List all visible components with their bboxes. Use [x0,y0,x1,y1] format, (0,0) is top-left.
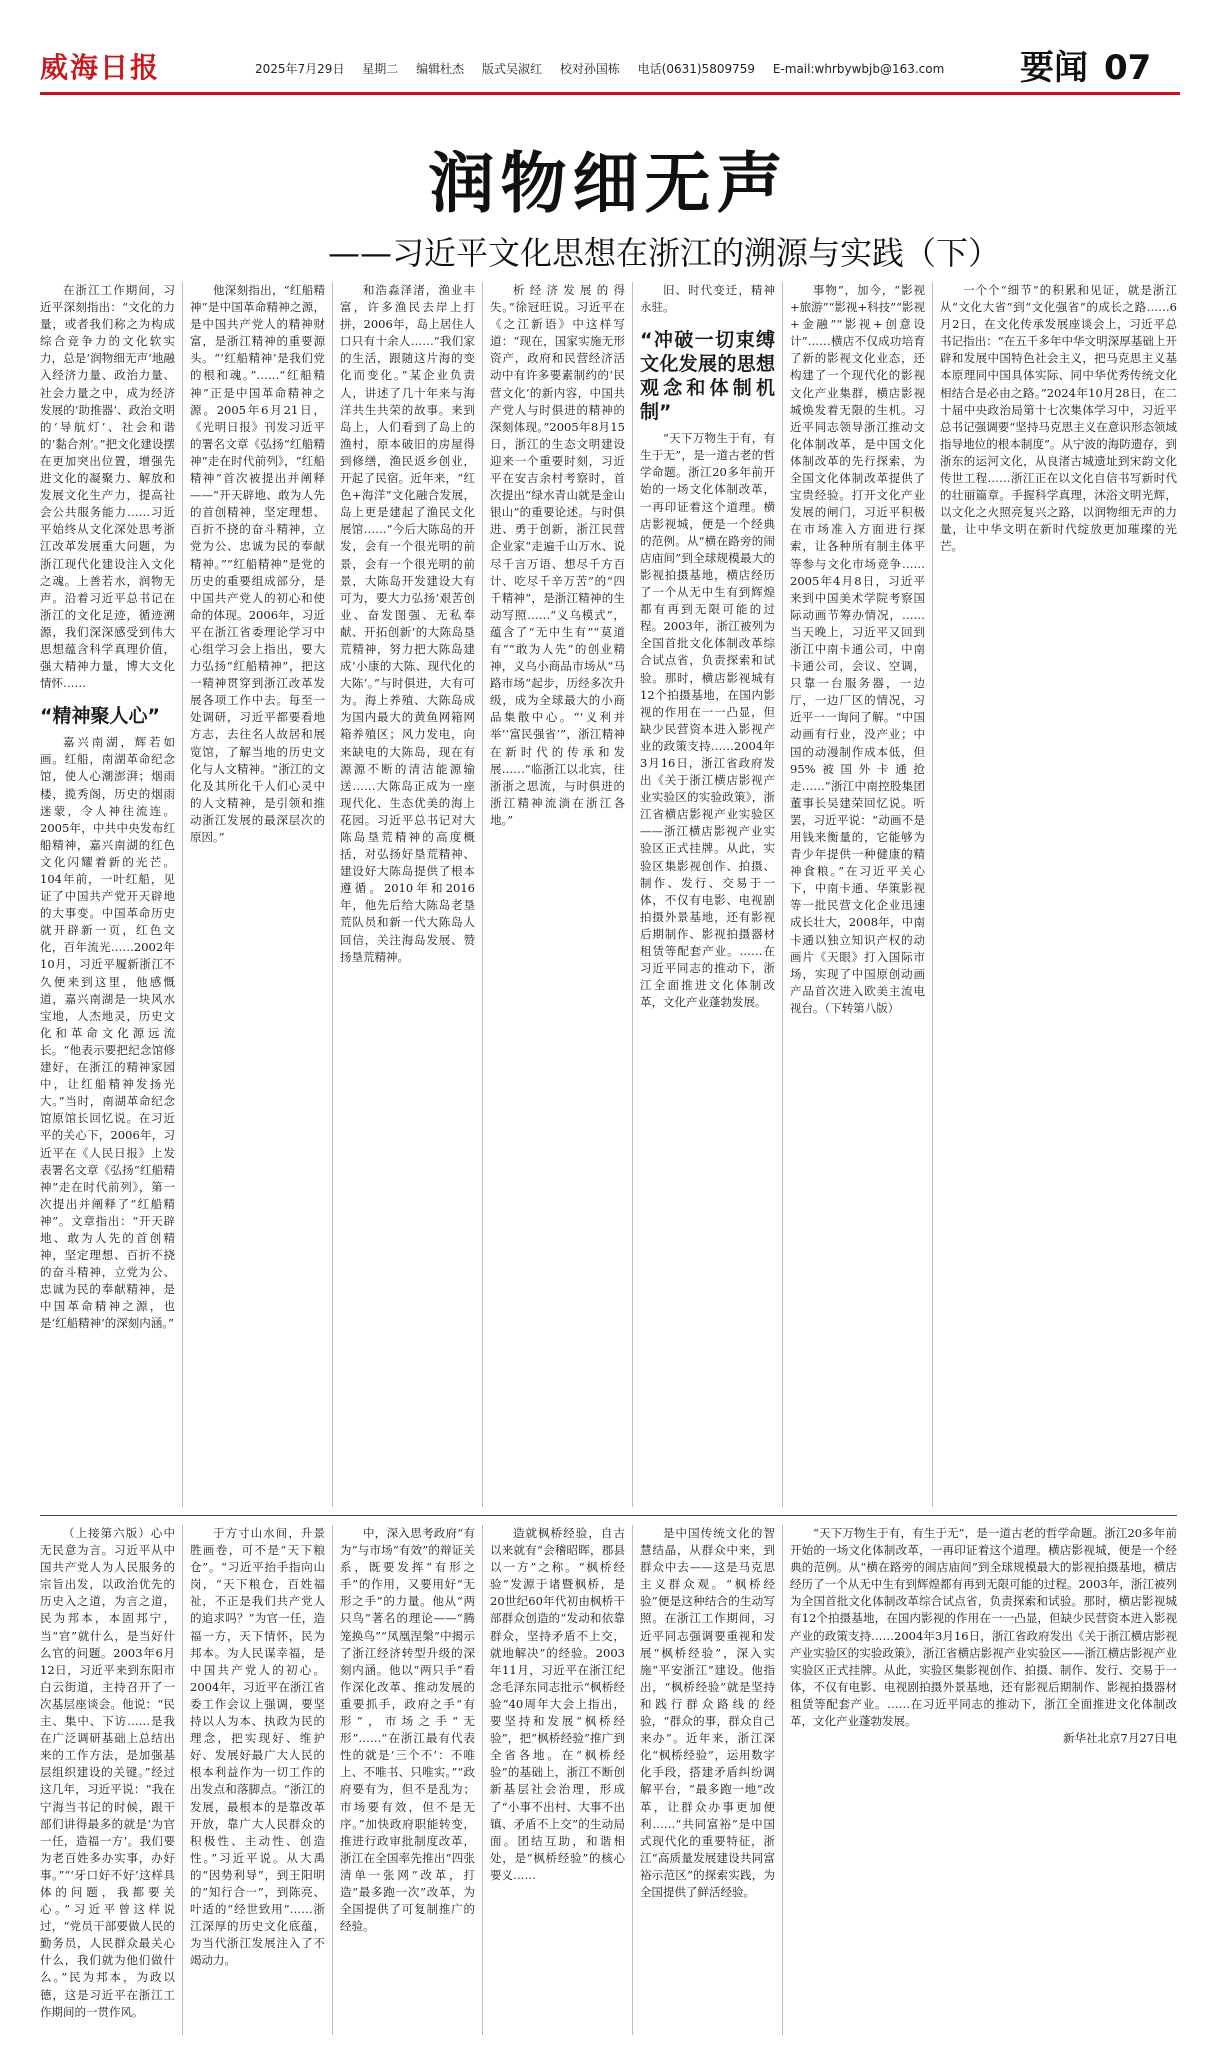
article-subheadline: ——习近平文化思想在浙江的溯源与实践（下） [327,234,1000,272]
column-text: 和浩淼泽渚，渔业丰富，许多渔民去岸上打拼，2006年，岛上居住人口只有十余人……“我们家的生活，跟随这片海的变化而变化。”某企业负责人，讲述了几十年来与海洋共生共荣的故事。来到岛上，人们看到了岛上的渔村，原本破旧的房屋得到修缮，渔民返乡创业，开起了民宿。近年来，“红色+海洋”文化融合发展，岛上更是建起了渔民文化展馆……“今后大陈岛的开发，会有一个很光明的前景，会有一个很光明的前景，大陈岛开发建设大有可为，要大力弘扬‘艰苦创业、奋发图强、无私奉献、开拓创新’的大陈岛垦荒精神，努力把大陈岛建成‘小康的大陈、现代化的大陈’。”与时俱进，大有可为。海上养殖、大陈岛成为国内最大的黄鱼网箱网箱养殖区；风力发电，向来缺电的大陈岛，现在有源源不断的清洁能源输送……大陈岛正成为一座现代化、生态优美的海上花园。习近平总书记对大陈岛垦荒精神的高度概括，对弘扬好垦荒精神、建设好大陈岛提供了根本遵循。2010年和2016年，他先后给大陈岛老垦荒队员和新一代大陈岛人回信，关注海岛发展、赞扬垦荒精神。 [340,283,475,964]
news-agency-credit: 新华社北京7月27日电 [1063,1731,1177,1746]
column-text: “天下万物生于有，有生于无”，是一道古老的哲学命题。浙江20多年前开始的一场文化体制改革，一再印证着这个道理。横店影视城，便是一个经典的范例。从“横在路旁的闹店庙间”到全球规模最大的影视拍摄基地，横店经历了一个从无中生有到辉煌都有再到无限可能的过程。2003年，浙江被列为全国首批文化体制改革综合试点省，负责探索和试验。那时，横店影视城有12个拍摄基地，在国内影视的作用在一一凸显，但缺少民营资本进入影视产业的政策支持……2004年3月16日，浙江省政府发出《关于浙江横店影视产业实验区的实验政策》，浙江省横店影视产业实验区——浙江横店影视产业实验区正式挂牌。从此，实验区集影视创作、拍摄、制作、发行、交易于一体，不仅有电影、电视剧拍摄外景基地，还有影视后期制作、影视拍摄器材租赁等配套产业。……在习近平同志的推动下，浙江全面推进文化体制改革，文化产业蓬勃发展。 [640,431,775,1010]
section-separator [40,1515,1177,1516]
proofreader-credit: 校对孙国栋 [559,62,620,76]
editor-credit: 编辑杜杰 [416,62,465,76]
column-divider [332,282,333,1507]
article-column-10 [340,1525,475,2035]
article-column-6 [640,282,775,1507]
column-text: “天下万物生于有，有生于无”，是一道古老的哲学命题。浙江20多年前开始的一场文化体制改革，一再印证着这个道理。横店影视城，便是一个经典的范例。从“横在路旁的闹店庙间”到全球规模最大的影视拍摄基地，横店经历了一个从无中生有到辉煌都有再到无限可能的过程。2003年，浙江被列为全国首批文化体制改革综合试点省，负责探索和试验。那时，横店影视城有12个拍摄基地，在国内影视的作用在一一凸显，但缺少民营资本进入影视产业的政策支持……2004年3月16日，浙江省政府发出《关于浙江横店影视产业实验区的实验政策》，浙江省横店影视产业实验区——浙江横店影视产业实验区正式挂牌。从此，实验区集影视创作、拍摄、制作、发行、交易于一体，不仅有电影、电视剧拍摄外景基地，还有影视后期制作、影视拍摄器材租赁等配套产业。……在习近平同志的推动下，浙江全面推进文化体制改革，文化产业蓬勃发展。 [790,1526,1177,1729]
column-divider [332,1525,333,2035]
issue-weekday: 星期二 [362,62,399,76]
column-divider [632,282,633,1507]
column-divider [482,1525,483,2035]
article-column-13 [790,1525,1177,2035]
column-text: 在浙江工作期间，习近平深刻指出：“文化的力量，或者我们称之为构成综合竞争力的文化软实力，总是‘润物细无声’地融入经济力量、政治力量、社会力量之中，成为经济发展的‘助推器’、政治文明的‘导航灯’、社会和谐的‘黏合剂’。”把文化建设摆在更加突出位置，增强先进文化的凝聚力、解放和发展文化生产力，提高社会公共服务能力……习近平始终从文化深处思考浙江改革发展重大问题，为浙江现代化建设注入文化之魂。上善若水，润物无声。沿着习近平总书记在浙江的文化足迹，循迹溯源，我们深深感受到伟大思想蕴含科学真理价值，强大精神力量，博大文化情怀…… [40,283,175,691]
column-text: 旧、时代变迁，精神永驻。 [640,283,775,315]
column-divider [182,282,183,1507]
column-text: （上接第六版）心中无民意为言。习近平从中国共产党人为人民服务的宗旨出发，以政治优先的历史入之道，为言之道，民为邦本，本固邦宁，当“官”就什么，是当好什么官的问题。2003年6月12日，习近平来到东阳市白云街道，主持召开了一次基层座谈会。他说：“民主、集中、下访……是我在广泛调研基础上总结出来的工作方法，是加强基层组织建设的关键。”经过这几年，习近平说：“我在宁海当书记的时候，跟干部们讲得最多的就是‘为官一任，造福一方’。我们要为老百姓多办实事，办好事。”“‘牙口好不好’这样具体的问题，我都要关心。”习近平曾这样说过，“党员干部要做人民的勤务员，人民群众最关心什么，我们就为他们做什么。”民为邦本，为政以德，这是习近平在浙江工作期间的一贯作风。 [40,1526,175,2019]
article-column-5 [490,282,625,1507]
article-column-4 [340,282,475,1507]
article-column-7 [790,282,925,1507]
article-column-1 [40,282,175,1507]
column-divider [932,282,933,1507]
column-text: 中，深入思考政府“有为”与市场“有效”的辩证关系，既要发挥“有形之手”的作用，又要用好“无形之手”的力量。他从“两只鸟”著名的理论——“腾笼换鸟”“凤凰涅槃”中揭示了浙江经济转型升级的深刻内涵。他以“两只手”看作深化改革、推动发展的重要抓手，政府之手“有形”，市场之手“无形”……“在浙江最有代表性的就是‘三个不’：不唯上、不唯书、只唯实。”“政府要有为，但不是乱为；市场要有效，但不是无序。”加快政府职能转变，推进行政审批制度改革，浙江在全国率先推出“四张清单一张网”改革，打造“最多跑一次”改革，为全国提供了可复制推广的经验。 [340,1526,475,1934]
column-divider [782,1525,783,2035]
section-header [1020,40,1151,89]
page-number: 07 [1104,48,1152,88]
column-text: 他深刻指出，“红船精神”是中国革命精神之源，是中国共产党人的精神财富，是浙江精神的重要源头。“‘红船精神’是我们党的根和魂。”……“红船精神”正是中国革命精神之源。2005年6月21日，《光明日报》刊发习近平的署名文章《弘扬“红船精神”走在时代前列》，“红船精神”首次被提出并阐释——“开天辟地、敢为人先的首创精神，坚定理想、百折不挠的奋斗精神，立党为公、忠诚为民的奉献精神。”“红船精神”是党的历史的重要组成部分，是中国共产党人的初心和使命的体现。2006年，习近平在浙江省委理论学习中心组学习会上指出，要大力弘扬“红船精神”，把这一精神贯穿到浙江改革发展各项工作中去。每至一处调研，习近平都要看地方志，去往名人故居和展览馆，了解当地的历史文化与人文精神。“浙江的文化及其所化千人们心灵中的人文精神，是引领和推动浙江发展的最深层次的原因。” [190,283,325,844]
column-divider [632,1525,633,2035]
column-text: 造就枫桥经验，自古以来就有“会稽昭晖，郡县以一方”之称。“枫桥经验”发源于诸暨枫桥，是20世纪60年代初由枫桥干部群众创造的“发动和依靠群众，坚持矛盾不上交，就地解决”的经验。2003年11月，习近平在浙江纪念毛泽东同志批示“枫桥经验”40周年大会上指出，要坚持和发展“枫桥经验”，把“枫桥经验”推广到全省各地。在“枫桥经验”的基础上，浙江不断创新基层社会治理，形成了“小事不出村、大事不出镇、矛盾不上交”的生动局面。团结互助，和谐相处，是“枫桥经验”的核心要义…… [490,1526,625,1882]
article-column-3 [190,282,325,1507]
column-text: 于方寸山水间，升景胜画卷，可不是“天下粮仓”。“习近平抬手指向山岗，“天下粮仓，百姓福祉，不正是我们共产党人的追求吗？”为官一任，造福一方，天下情怀，民为邦本。为人民谋幸福，是中国共产党人的初心。2004年，习近平在浙江省委工作会议上强调，要坚持以人为本、执政为民的理念，把实现好、维护好、发展好最广大人民的根本利益作为一切工作的出发点和落脚点。“浙江的发展，最根本的是靠改革开放，靠广大人民群众的积极性、主动性、创造性。”习近平说。从大禹的“因势利导”，到王阳明的“知行合一”，到陈亮、叶适的“经世致用”……浙江深厚的历史文化底蕴，为当代浙江发展注入了不竭动力。 [190,1526,325,1968]
article-column-11 [490,1525,625,2035]
column-text: 一个个“细节”的积累和见证，就是浙江从“文化大省”到“文化强省”的成长之路……6月2日，在文化传承发展座谈会上，习近平总书记指出：“在五千多年中华文明深厚基础上开辟和发展中国特色社会主义，把马克思主义基本原理同中国具体实际、同中华优秀传统文化相结合是必由之路。”2024年10月28日，在二十届中央政治局第十七次集体学习中，习近平总书记强调要“坚持马克思主义在意识形态领域指导地位的根本制度”。从宁波的海防遗存，到浙东的运河文化，从良渚古城遗址到宋韵文化传世工程……浙江正在以文化自信书写新时代的壮丽篇章。手握科学真理，沐浴文明光辉，以文化之火照亮复兴之路，以润物细无声的力量，让中华文明在新时代绽放更加璀璨的光芒。 [940,283,1177,554]
column-divider [482,282,483,1507]
column-text: 是中国传统文化的智慧结晶，从群众中来，到群众中去——这是马克思主义群众观。“枫桥经验”便是这种结合的生动写照。在浙江工作期间，习近平同志强调要重视和发展“枫桥经验”，深入实施“平安浙江”建设。他指出，“枫桥经验”就是坚持和践行群众路线的经验，“群众的事，群众自己来办”。近年来，浙江深化“枫桥经验”，运用数字化手段，搭建矛盾纠纷调解平台，“最多跑一地”改革，让群众办事更加便利……“共同富裕”是中国式现代化的重要特征，浙江“高质量发展建设共同富裕示范区”的探索实践，为全国提供了鲜活经验。 [640,1526,775,1899]
email-address: E-mail:whrbywbjb@163.com [772,62,945,76]
column-divider [182,1525,183,2035]
newspaper-logo: 威海日报 [40,51,161,84]
designer-credit: 版式吴淑红 [481,62,542,76]
masthead [0,0,1217,110]
column-text: 事物”，加今，“影视+旅游”“影视+科技”“影视+金融”“影视+创意设计”……横店不仅成功培育了新的影视文化业态，还构建了一个现代化的影视文化产业集群，横店影视城焕发着无限的生机。习近平同志领导浙江推动文化体制改革，是中国文化体制改革的先行探索，为全国文化体制改革提供了宝贵经验。打开文化产业发展的闸门，习近平积极在市场准入方面进行探索，让各种所有制主体平等参与文化市场竞争……2005年4月8日，习近平来到中国美术学院考察国际动画节筹办情况，……当天晚上，习近平又回到浙江中南卡通公司，中南卡通公司，会议、空调，只靠一台服务器，一边厅，一边厂区的情况，习近平一一询问了解。“中国动画有行业，没产业；中国的动漫制作成本低，但95%被国外卡通抢走……”浙江中南控股集团董事长吴建荣回忆说。听罢，习近平说：“动画不是用钱来衡量的，它能够为青少年提供一种健康的精神食粮。”在习近平关心下，中南卡通、华策影视等一批民营文化企业迅速成长壮大，2008年，中南卡通以独立知识产权的动画片《天眼》打入国际市场，实现了中国原创动画产品首次进入欧美主流电视台。（下转第八版） [790,283,925,1015]
column-text: 析经济发展的得失。”徐冠旺说。习近平在《之江新语》中这样写道：“现在，国家实施无形资产，政府和民营经济活动中有许多要素制约的‘民营文化’的新内容，中国共产党人与时俱进的精神的深刻体现。”2005年8月15日，浙江的生态文明建设迎来一个重要时刻，习近平在安吉余村考察时，首次提出“绿水青山就是金山银山”的重要论述。与时俱进、勇于创新，浙江民营企业家“走遍千山万水、说尽千言万语、想尽千方百计、吃尽千辛万苦”的“四千精神”，是浙江精神的生动写照……“义乌模式”，蕴含了“无中生有”“莫道有”“敢为人先”的创业精神，义乌小商品市场从“马路市场”起步，历经多次升级，成为全球最大的小商品集散中心。“‘义利并举’‘富民强省’”，浙江精神在新时代的传承和发展……“临浙江以北宾，往浙浙之思流，与时俱进的浙江精神流淌在浙江各地。” [490,283,625,827]
masthead-rule [40,92,1180,95]
issue-date: 2025年7月29日 [255,62,345,76]
phone-number: 电话(0631)5809759 [637,62,756,76]
column-text: 嘉兴南湖，辉若如画。红船，南湖革命纪念馆，使人心潮澎湃；烟雨楼，揽秀阁，历史的烟雨迷蒙，令人神往流连。2005年，中共中央发布红船精神，嘉兴南湖的红色文化闪耀着新的光芒。104年前，一叶红船，见证了中国共产党开天辟地的大事变。中国革命历史就开辟新一页，红色文化，百年流光……2002年10月，习近平履新浙江不久便来到这里，他感慨道，嘉兴南湖是一块风水宝地，人杰地灵，历史文化和革命文化源远流长。“他表示要把纪念馆修建好，在浙江的精神家园中，让红船精神发扬光大。”当时，南湖革命纪念馆原馆长回忆说。在习近平的关心下，2006年，习近平在《人民日报》上发表署名文章《弘扬“红船精神”走在时代前列》，第一次提出并阐释了“红船精神”。文章指出：“开天辟地、敢为人先的首创精神，坚定理想、百折不挠的奋斗精神，立党为公、忠诚为民的奉献精神，是中国革命精神之源，也是‘红船精神’的深刻内涵。” [40,735,175,1331]
article-column-9 [190,1525,325,2035]
article-headline: 润物细无声 [428,144,789,222]
article-column-12 [640,1525,775,2035]
column-divider [782,282,783,1507]
section-heading-spirit: “精神聚人心” [40,705,160,728]
section-name: 要闻 [1020,48,1088,88]
section-heading-reform: “冲破一切束缚文化发展的思想观念和体制机制” [640,329,775,424]
issue-info [255,60,958,77]
article-column-8 [40,1525,175,2035]
article-column-7b [940,282,1177,1507]
